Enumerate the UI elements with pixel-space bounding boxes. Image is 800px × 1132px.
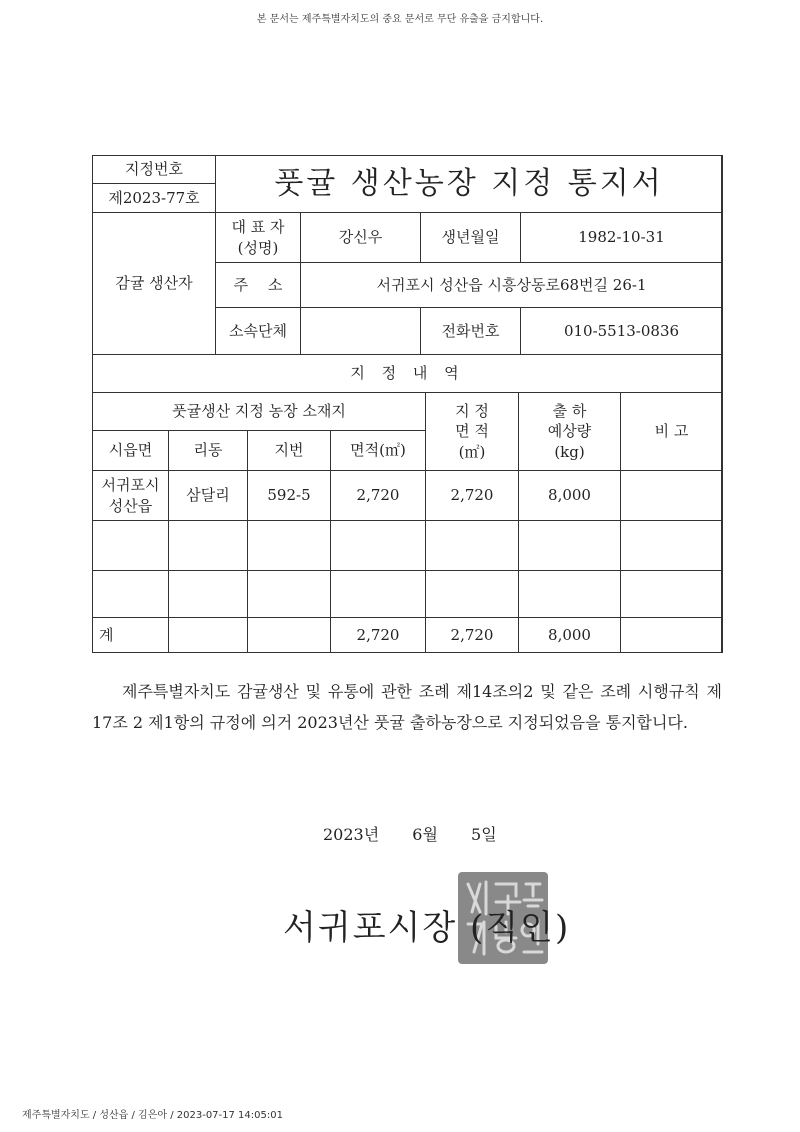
signature: 서귀포시장 (직인) (283, 908, 571, 948)
note-header: 비 고 (621, 393, 723, 471)
column-header-lot: 지번 (248, 431, 331, 471)
address-value: 서귀포시 성산읍 시흥상동로68번길 26-1 (301, 263, 723, 308)
cell-lot: 592-5 (248, 471, 331, 521)
representative-name: 강신우 (301, 213, 421, 263)
date-year: 2023년 (323, 825, 380, 844)
date-month: 6월 (412, 825, 438, 844)
footer-trace: 제주특별자치도 / 성산읍 / 김은아 / 2023-07-17 14:05:01 (22, 1110, 283, 1121)
area-header-line2: 면 적 (455, 422, 489, 441)
cell-village: 삼달리 (169, 471, 248, 521)
column-header-land-area: 면적(㎡) (331, 431, 426, 471)
birth-date-label: 생년월일 (421, 213, 521, 263)
total-designated-area: 2,720 (426, 618, 519, 653)
cell-city-line2: 성산읍 (108, 496, 153, 515)
producer-section-label: 감귤 생산자 (93, 213, 216, 355)
table-border (92, 155, 722, 652)
column-header-village: 리동 (169, 431, 248, 471)
designation-number-label: 지정번호 (93, 156, 216, 184)
phone-value: 010-5513-0836 (521, 308, 723, 355)
group-label: 소속단체 (216, 308, 301, 355)
notice-body: 제주특별자치도 감귤생산 및 유통에 관한 조례 제14조의2 및 같은 조례 시행규칙 제17조 2 제1항의 규정에 의거 2023년산 풋귤 출하농장으로 지정되었음을 통지합니다. (92, 682, 722, 732)
details-section-title: 지 정 내 역 (93, 355, 723, 393)
phone-label: 전화번호 (421, 308, 521, 355)
area-header-line1: 지 정 (455, 402, 489, 421)
date-day: 5일 (471, 825, 497, 844)
cell-land-area: 2,720 (331, 471, 426, 521)
cell-city-line1: 서귀포시 (101, 476, 160, 495)
total-land-area: 2,720 (331, 618, 426, 653)
representative-label-line2: (성명) (237, 238, 279, 257)
shipment-header-line2: 예상량 (547, 422, 592, 441)
total-shipment: 8,000 (519, 618, 621, 653)
issue-date (323, 822, 525, 845)
area-header-line3: (㎡) (458, 442, 486, 461)
designation-number-value: 제2023-77호 (93, 184, 216, 213)
cell-designated-area: 2,720 (426, 471, 519, 521)
shipment-header-line1: 출 하 (552, 402, 587, 421)
location-header: 풋귤생산 지정 농장 소재지 (93, 393, 426, 431)
cell-shipment: 8,000 (519, 471, 621, 521)
column-header-city: 시읍면 (93, 431, 169, 471)
representative-label-line1: 대 표 자 (231, 218, 285, 237)
confidentiality-notice: 본 문서는 제주특별자치도의 중요 문서로 무단 유출을 금지합니다. (256, 14, 544, 25)
birth-date-value: 1982-10-31 (521, 213, 723, 263)
total-label: 계 (93, 618, 169, 653)
shipment-header-line3: (kg) (554, 442, 585, 461)
address-label: 주 소 (216, 263, 301, 308)
document-title: 풋귤 생산농장 지정 통지서 (216, 156, 723, 213)
